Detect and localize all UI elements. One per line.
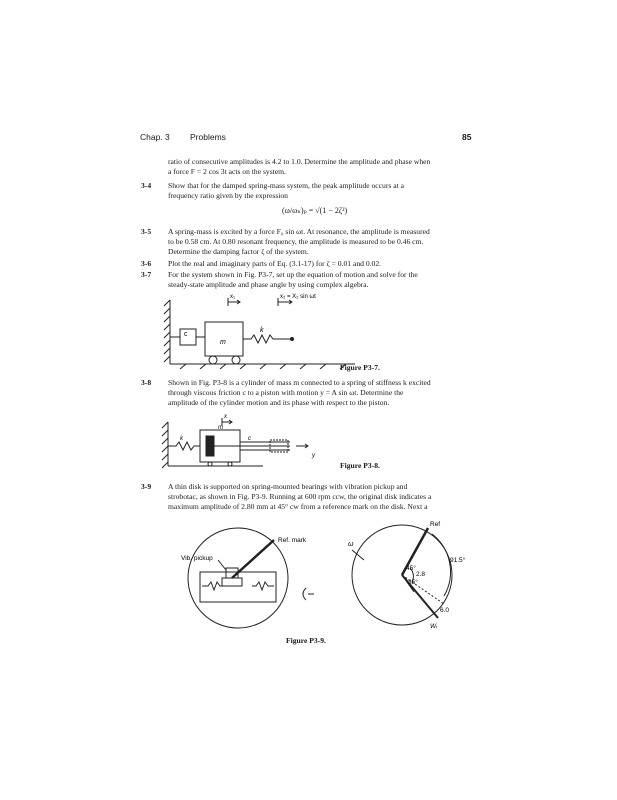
problem-number: 3-9 <box>141 482 152 491</box>
forcing-point <box>291 338 294 341</box>
spring <box>168 442 200 450</box>
figure-p3-9-disk <box>178 520 328 630</box>
label-y: y <box>312 453 315 459</box>
label-6-0: 6.0 <box>440 607 450 614</box>
label-45: 45° <box>406 565 416 572</box>
problem-text: Show that for the damped spring-mass system, the peak amplitude occurs at a frequency ratio given by the expression <box>168 181 404 200</box>
spring <box>243 335 280 343</box>
intro-line: a force F = 2 cos 3t acts on the system. <box>168 167 286 176</box>
figure-p3-8 <box>158 412 358 476</box>
label-wr: Wᵣ <box>430 623 438 630</box>
problem-number: 3-8 <box>141 378 152 387</box>
equation <box>282 206 347 215</box>
label-2-8: 2.8 <box>416 571 426 578</box>
arc-91 <box>432 534 451 596</box>
figure-caption: Figure P3-8. <box>340 461 380 470</box>
label-x2: x₂ = X₂ sin ωt <box>280 294 316 300</box>
bearing <box>222 578 242 586</box>
label-c: c <box>248 436 251 442</box>
label-35: 35° <box>408 579 418 586</box>
wheel <box>209 356 217 364</box>
figure-caption: Figure P3-7. <box>340 363 380 372</box>
problem-text: For the system shown in Fig. P3-7, set up the equation of motion and solve for the steady-state amplitude and phase angle by using complex algebra. <box>168 270 418 289</box>
problem-number: 3-6 <box>141 259 152 268</box>
wall-hatch <box>164 300 170 362</box>
label-x1: x₁ <box>230 294 236 300</box>
damper <box>170 329 205 345</box>
label-ref: Ref <box>430 521 441 528</box>
spring-right <box>252 582 274 590</box>
wheel <box>232 356 240 364</box>
problem-text: Plot the real and imaginary parts of Eq. (3.1-17) for ζ = 0.01 and 0.02. <box>168 259 382 268</box>
label-c: c <box>184 331 188 338</box>
chapter-label: Chap. 3 <box>140 132 170 142</box>
label-ref-mark: Ref. mark <box>278 537 307 544</box>
label-m: m <box>218 425 223 431</box>
intro-line: ratio of consecutive amplitudes is 4.2 to 1.0. Determine the amplitude and phase when <box>168 157 431 166</box>
page-number: 85 <box>462 132 472 142</box>
label-vib-pickup: Vib. pickup <box>181 555 213 562</box>
label-k: k <box>260 327 264 334</box>
intro-text <box>168 157 475 177</box>
wall-hatch <box>162 422 168 468</box>
problem-text: A thin disk is supported on spring-mounted bearings with vibration pickup and strobotac, as shown in Fig. P3-9. Running at 600 rpm ccw, the original disk indicates a maximum amplitude of 2.80 mm at 45° cw from a reference mark on the disk. Next a <box>168 482 432 511</box>
label-k: k <box>180 436 183 442</box>
label-omega: ω <box>348 541 354 548</box>
problem-text: A spring-mass is excited by a force F₀ sin ωt. At resonance, the amplitude is measured to be 0.58 cm. At 0.80 resonant frequency, the amplitude is measured to be 0.46 cm. Determine the damping factor ζ of the system. <box>168 227 430 256</box>
equation-lhs: (ω/ωₙ)ₚ <box>282 206 307 215</box>
figure-caption: Figure P3-9. <box>286 636 326 645</box>
problem-number: 3-7 <box>141 270 152 279</box>
problem-text: Shown in Fig. P3-8 is a cylinder of mass m connected to a spring of stiffness k excited through viscous friction c to a piston with motion y = A sin ωt. Determine the amplitude of the cylinder motion and its phase with respect to the piston. <box>168 378 431 407</box>
pickup-leader <box>218 560 226 570</box>
section-label: Problems <box>190 132 226 142</box>
floor-hatch <box>180 364 346 369</box>
strobotac <box>303 588 306 600</box>
figure-p3-9-phasor <box>340 520 470 630</box>
figure-p3-7 <box>150 292 410 372</box>
label-x: x <box>224 414 227 420</box>
equation-rhs: = √(1 − 2ζ²) <box>308 206 348 215</box>
label-91-5: 91.5° <box>450 557 466 564</box>
label-m: m <box>220 339 226 346</box>
problem-number: 3-4 <box>141 181 152 190</box>
problem-number: 3-5 <box>141 227 152 236</box>
spring-left <box>202 582 224 590</box>
piston <box>206 436 214 456</box>
